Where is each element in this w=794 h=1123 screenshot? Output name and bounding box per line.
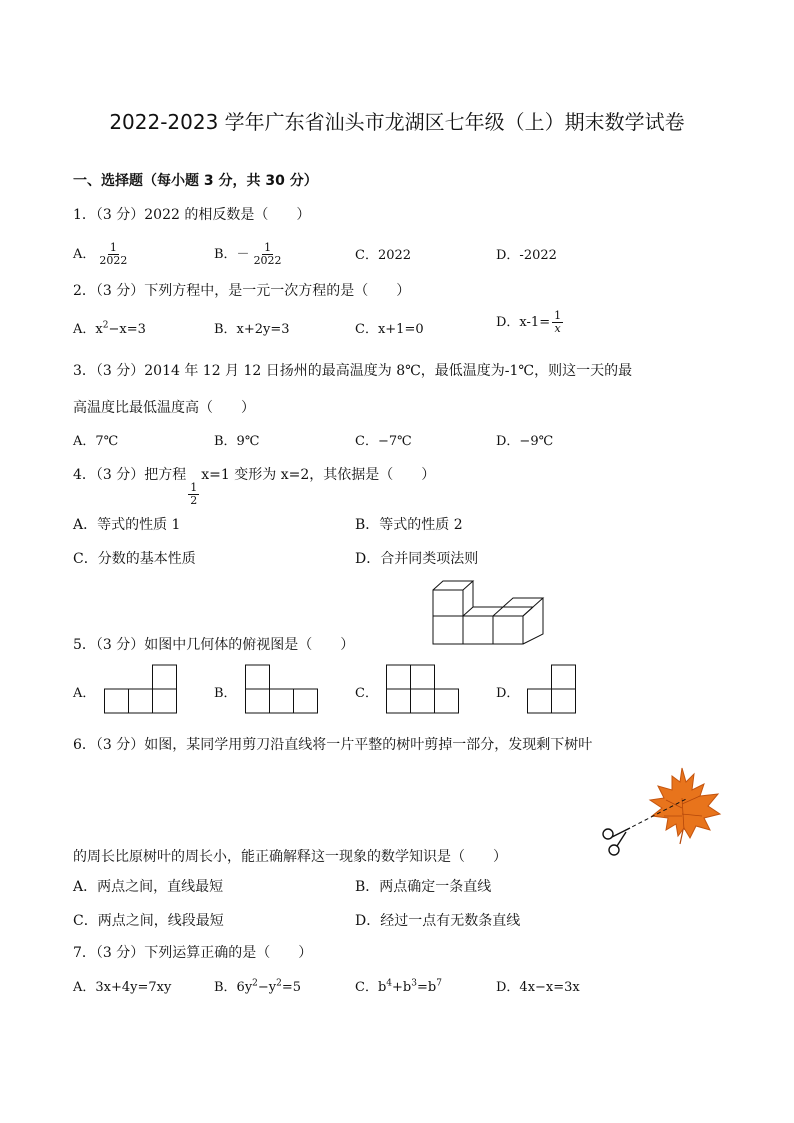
fraction: $\frac{1}{2022}$ [99, 241, 128, 267]
cube-figure [430, 578, 545, 648]
option-a-grid [104, 664, 180, 714]
fraction: $\frac{1}{2022}$ [253, 241, 282, 267]
page-title: 2022-2023 学年广东省汕头市龙湖区七年级（上）期末数学试卷 [109, 110, 685, 134]
question-1-option-d: D．-2022 [496, 248, 557, 263]
question-3-stem-line2: 高温度比最低温度高（ ） [73, 400, 255, 416]
option-d-grid [527, 664, 579, 714]
question-5-option-b: B． [214, 686, 237, 701]
option-c-grid [386, 664, 462, 714]
question-7-stem: 7．（3 分）下列运算正确的是（ ） [73, 945, 313, 961]
question-3-option-d: D．−9℃ [496, 434, 554, 449]
question-2-option-d: D．x-1= $\frac{1}{x}$ [496, 309, 562, 335]
question-5-option-c: C． [355, 686, 378, 701]
question-5-option-d: D． [496, 686, 520, 701]
question-2-stem: 2．（3 分）下列方程中，是一元一次方程的是（ ） [73, 283, 411, 299]
question-6-option-a: A．两点之间，直线最短 [73, 879, 224, 895]
leaf-scissors-illustration [596, 764, 726, 860]
question-7-option-c: C．$b^4+b^3=b^7$ [355, 978, 442, 995]
section-heading: 一、选择题（每小题 3 分，共 30 分） [73, 173, 318, 189]
question-5-option-a: A． [73, 686, 96, 701]
option-b-grid [245, 664, 321, 714]
question-2-option-c: C．x+1=0 [355, 322, 424, 337]
question-2-option-a: A．$x^2-x=3$ [73, 320, 146, 337]
question-1-option-c: C．2022 [355, 248, 412, 263]
scissors-icon [603, 828, 630, 855]
question-1-option-a: A． $\frac{1}{2022}$ [73, 241, 128, 267]
question-4-option-d: D．合并同类项法则 [355, 551, 479, 567]
question-1-option-b: B．－ $\frac{1}{2022}$ [214, 241, 282, 267]
question-1-stem: 1．（3 分）2022 的相反数是（ ） [73, 207, 311, 223]
question-3-stem-line1: 3．（3 分）2014 年 12 月 12 日扬州的最高温度为 8℃，最低温度为-1℃，则这一天的最 [73, 363, 633, 379]
question-4-stem: 4．（3 分）把方程 $\frac{1}{2}$ x=1 变形为 x=2，其依据是（ ） [73, 467, 436, 507]
question-3-option-b: B．9℃ [214, 434, 260, 449]
question-6-stem-line2: 的周长比原树叶的周长小，能正确解释这一现象的数学知识是（ ） [73, 849, 507, 865]
question-5-stem: 5．（3 分）如图中几何体的俯视图是（ ） [73, 637, 355, 653]
question-3-option-c: C．−7℃ [355, 434, 412, 449]
question-6-option-d: D．经过一点有无数条直线 [355, 913, 521, 929]
maple-leaf-icon [650, 768, 720, 844]
question-6-option-b: B．两点确定一条直线 [355, 879, 492, 895]
question-4-option-a: A．等式的性质 1 [73, 517, 181, 533]
fraction: $\frac{1}{2}$ [190, 481, 198, 507]
question-6-option-c: C．两点之间，线段最短 [73, 913, 224, 929]
question-2-option-b: B．x+2y=3 [214, 322, 290, 337]
question-7-option-a: A．3x+4y=7xy [73, 980, 172, 995]
question-3-option-a: A．7℃ [73, 434, 119, 449]
question-6-stem-line1: 6．（3 分）如图，某同学用剪刀沿直线将一片平整的树叶剪掉一部分，发现剩下树叶 [73, 737, 593, 753]
question-4-option-b: B．等式的性质 2 [355, 517, 463, 533]
question-4-option-c: C．分数的基本性质 [73, 551, 196, 567]
fraction: $\frac{1}{x}$ [554, 309, 562, 335]
question-7-option-b: B．$6y^2-y^2=5$ [214, 978, 302, 995]
question-7-option-d: D．4x−x=3x [496, 980, 580, 995]
